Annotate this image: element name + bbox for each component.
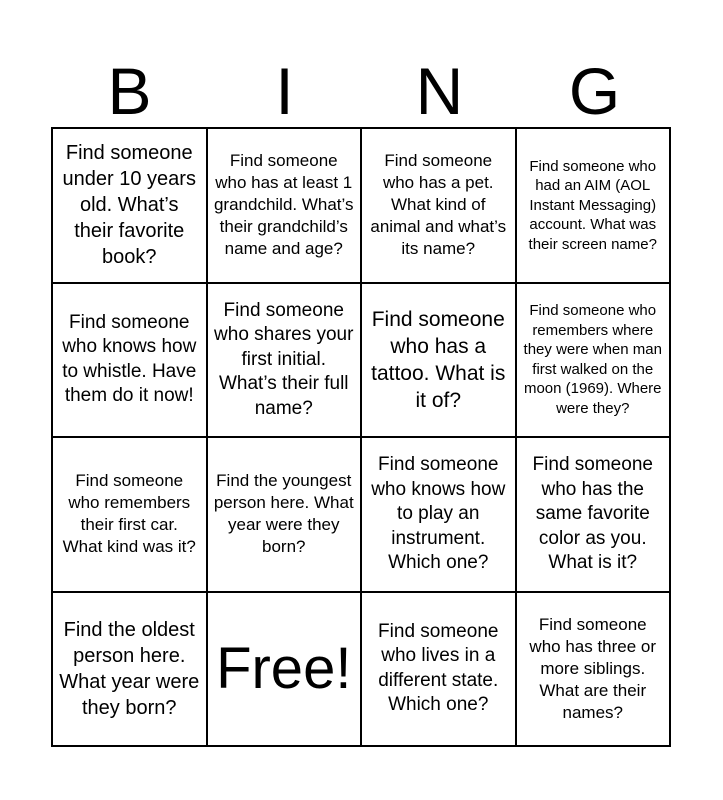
bingo-cell[interactable] (208, 129, 363, 284)
cell-text: Find the oldest person here. What year were they born? (59, 618, 200, 719)
bingo-cell[interactable] (517, 129, 672, 284)
cell-text: Find the youngest person here. What year were they born? (213, 471, 354, 557)
bingo-cell[interactable] (362, 284, 517, 439)
bingo-cell[interactable] (362, 129, 517, 284)
bingo-cell[interactable] (208, 284, 363, 439)
bingo-cell[interactable] (517, 284, 672, 439)
bingo-cell[interactable] (53, 129, 208, 284)
header-letter-n: N (415, 54, 464, 128)
cell-text: Find someone who had an AIM (AOL Instant Messaging) account. What was their screen name? (528, 157, 657, 253)
header-letter-b: B (107, 54, 152, 128)
cell-text: Find someone under 10 years old. What’s their favorite book? (62, 142, 196, 269)
bingo-cell[interactable] (362, 593, 517, 748)
header-letter-i: I (275, 54, 294, 128)
cell-text: Find someone who has a tattoo. What is it of? (371, 307, 506, 412)
cell-text: Find someone who knows how to play an instrument. Which one? (371, 454, 506, 573)
cell-text: Find someone who has a pet. What kind of animal and what’s its name? (370, 151, 507, 259)
cell-text: Find someone who shares your first initial. What’s their full name? (214, 299, 354, 419)
bingo-header (52, 56, 672, 126)
cell-text: Find someone who has at least 1 grandchild. What’s their grandchild’s name and age? (213, 151, 354, 259)
cell-text: Find someone who remembers their first car. What kind was it? (62, 471, 196, 557)
cell-text: Find someone who knows how to whistle. Have them do it now! (62, 311, 197, 407)
bingo-cell[interactable] (53, 284, 208, 439)
bingo-cell[interactable] (517, 593, 672, 748)
free-space-cell[interactable] (208, 593, 363, 748)
free-space-text: Free! (216, 635, 352, 701)
cell-text: Find someone who has the same favorite color as you. What is it? (532, 454, 653, 573)
header-letter-g: G (568, 54, 621, 128)
bingo-cell[interactable] (517, 438, 672, 593)
cell-text: Find someone who has three or more siblings. What are their names? (529, 614, 657, 722)
bingo-cell[interactable] (53, 438, 208, 593)
bingo-cell[interactable] (362, 438, 517, 593)
cell-text: Find someone who remembers where they were when man first walked on the moon (1969). Where were they? (523, 302, 662, 417)
cell-text: Find someone who lives in a different state. Which one? (378, 620, 499, 716)
bingo-grid (51, 127, 671, 747)
bingo-cell[interactable] (208, 438, 363, 593)
bingo-cell[interactable] (53, 593, 208, 748)
